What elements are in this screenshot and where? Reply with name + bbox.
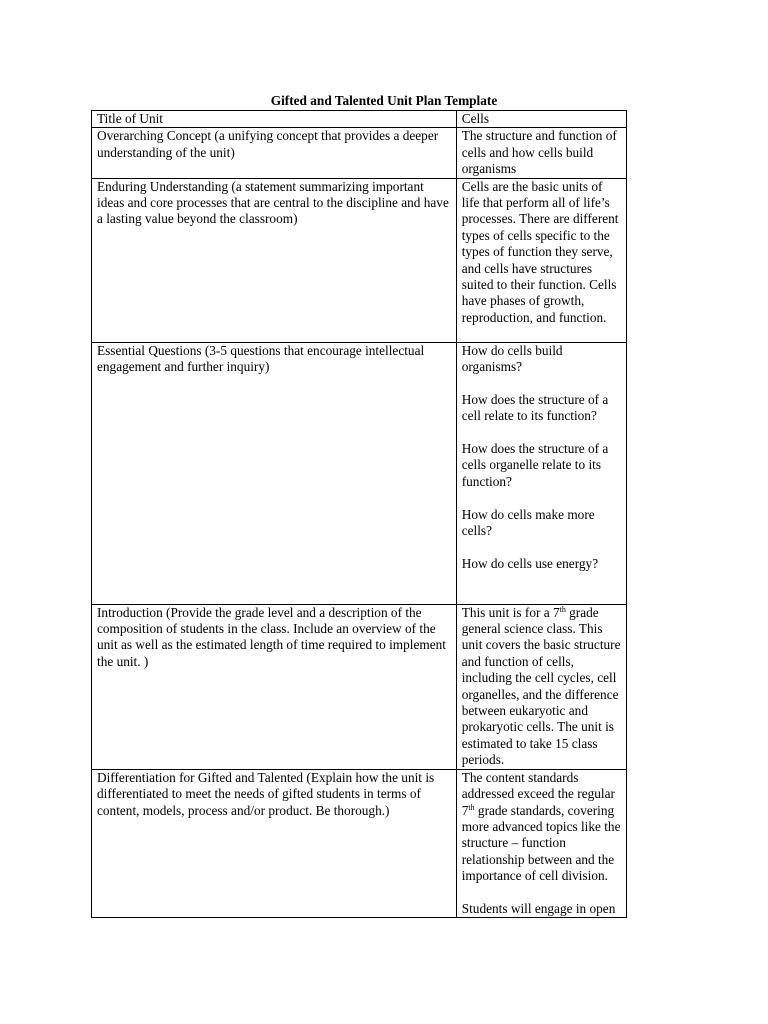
- unit-plan-table: [91, 110, 627, 918]
- ordinal-suffix: th: [559, 604, 566, 614]
- title-of-unit-value: Cells: [456, 111, 626, 128]
- ordinal-suffix: th: [468, 802, 475, 812]
- table-row: [92, 604, 627, 769]
- table-row: [92, 111, 627, 128]
- essential-question: How does the structure of a cell relate to its function?: [461, 391, 609, 424]
- essential-question: How does the structure of a cells organelle relate to its function?: [461, 441, 609, 489]
- essential-question: How do cells build organisms?: [461, 342, 563, 375]
- essential-question: How do cells make more cells?: [461, 506, 595, 539]
- introduction-label: Introduction (Provide the grade level and a description of the composition of students in the class. Include an overview of the unit as well as the estimated length of time required to implement the unit. ): [92, 604, 457, 769]
- title-of-unit-label: Title of Unit: [92, 111, 457, 128]
- differentiation-text-start: The content standards addressed exceed the regular 7: [461, 769, 615, 818]
- page-title: Gifted and Talented Unit Plan Template: [270, 93, 498, 108]
- differentiation-continued: Students will engage in open: [461, 900, 616, 916]
- table-row: [92, 342, 627, 604]
- table-row: [92, 128, 627, 178]
- overarching-concept-value: The structure and function of cells and how cells build organisms: [456, 128, 626, 178]
- differentiation-text-end: grade standards, covering more advanced topics like the structure – function relationship between and the importance of cell division.: [461, 802, 621, 884]
- table-row: [92, 178, 627, 342]
- table-row: [92, 769, 627, 918]
- introduction-text-end: grade general science class. This unit covers the basic structure and function of cells, including the cell cycles, cell organelles, and the difference between eukaryotic and prokaryotic cells. The unit is estimated to take 15 class periods.: [461, 604, 621, 768]
- differentiation-label: Differentiation for Gifted and Talented (Explain how the unit is differentiated to meet the needs of gifted students in terms of content, models, process and/or product. Be thorough.): [92, 769, 457, 918]
- essential-questions-value: [456, 342, 626, 604]
- introduction-text-start: This unit is for a 7: [461, 604, 560, 620]
- enduring-understanding-label: Enduring Understanding (a statement summarizing important ideas and core processes that are central to the discipline and have a lasting value beyond the classroom): [92, 178, 457, 342]
- overarching-concept-label: Overarching Concept (a unifying concept that provides a deeper understanding of the unit): [92, 128, 457, 178]
- differentiation-value: [456, 769, 626, 918]
- introduction-value: [456, 604, 626, 769]
- enduring-understanding-value: Cells are the basic units of life that perform all of life’s processes. There are different types of cells specific to the types of function they serve, and cells have structures suited to their function. Cells have phases of growth, reproduction, and function.: [456, 178, 626, 342]
- essential-question: How do cells use energy?: [461, 555, 599, 571]
- essential-questions-label: Essential Questions (3-5 questions that encourage intellectual engagement and further inquiry): [92, 342, 457, 604]
